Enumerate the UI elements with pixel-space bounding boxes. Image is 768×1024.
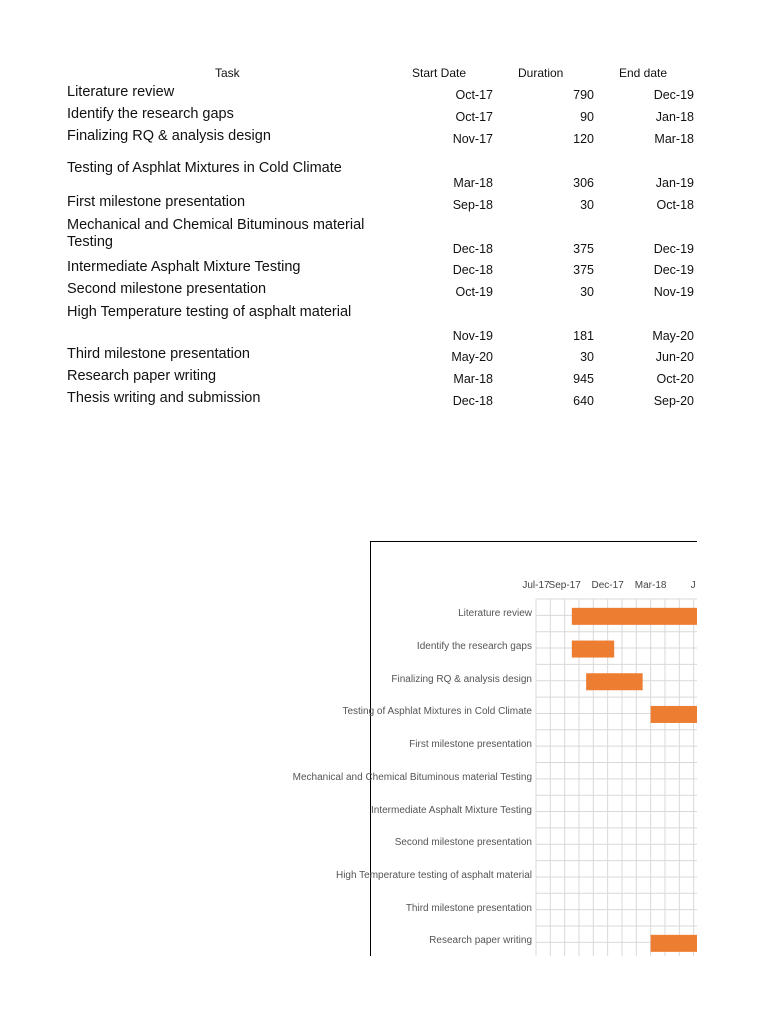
duration: 90: [580, 110, 594, 124]
task-name: Finalizing RQ & analysis design: [67, 128, 271, 144]
header-task: Task: [215, 66, 240, 80]
y-category-label: First milestone presentation: [409, 739, 532, 751]
y-category-label: Identify the research gaps: [416, 641, 532, 653]
y-category-label: Third milestone presentation: [405, 902, 532, 914]
task-name: Identify the research gaps: [67, 106, 234, 122]
end-date: Mar-18: [654, 132, 694, 146]
end-date: Jan-19: [655, 176, 694, 190]
y-category-label: Literature review: [458, 608, 532, 620]
gantt-plot: [371, 542, 697, 956]
gantt-bar: [586, 673, 642, 690]
end-date: Jan-18: [655, 110, 694, 124]
start-date: Oct-17: [455, 88, 493, 102]
gantt-bar: [572, 608, 697, 625]
end-date: May-20: [652, 329, 694, 343]
y-category-label: Intermediate Asphalt Mixture Testing: [370, 804, 532, 816]
gantt-bar: [651, 935, 697, 952]
duration: 790: [573, 88, 594, 102]
x-tick-label: J: [690, 580, 696, 591]
end-date: Oct-18: [656, 198, 694, 212]
x-tick-label: Jul-17: [522, 580, 550, 591]
start-date: Dec-18: [452, 263, 493, 277]
duration: 306: [573, 176, 594, 190]
duration: 30: [580, 350, 594, 364]
x-tick-label: Dec-17: [591, 580, 624, 591]
end-date: Dec-19: [653, 263, 694, 277]
gantt-bar: [572, 641, 614, 658]
header-end-date: End date: [619, 66, 668, 80]
duration: 30: [580, 198, 594, 212]
end-date: Jun-20: [655, 350, 694, 364]
duration: 181: [573, 329, 594, 343]
header-start-date: Start Date: [412, 66, 467, 80]
y-category-label: Research paper writing: [429, 935, 532, 947]
task-name: High Temperature testing of asphalt material: [67, 304, 352, 320]
y-category-label: Mechanical and Chemical Bituminous material Testing: [292, 771, 532, 783]
end-date: Dec-19: [653, 88, 694, 102]
task-name: Testing of Asphlat Mixtures in Cold Climate: [67, 160, 342, 176]
duration: 640: [573, 394, 594, 408]
gantt-chart: [370, 541, 697, 956]
header-duration: Duration: [518, 66, 564, 80]
y-category-label: Second milestone presentation: [394, 837, 532, 849]
x-tick-label: Sep-17: [548, 580, 581, 591]
task-name: Mechanical and Chemical Bituminous material Testing: [67, 217, 365, 250]
task-name: Research paper writing: [67, 368, 217, 384]
task-name: Literature review: [67, 84, 175, 100]
start-date: Oct-19: [455, 285, 493, 299]
duration: 120: [573, 132, 594, 146]
start-date: Dec-18: [452, 242, 493, 256]
y-category-label: Testing of Asphlat Mixtures in Cold Climate: [342, 706, 532, 718]
end-date: Sep-20: [653, 394, 694, 408]
start-date: Nov-19: [452, 329, 493, 343]
task-name: First milestone presentation: [67, 194, 246, 210]
start-date: Oct-17: [455, 110, 493, 124]
duration: 375: [573, 263, 594, 277]
duration: 945: [573, 372, 594, 386]
start-date: Mar-18: [453, 176, 493, 190]
end-date: Oct-20: [656, 372, 694, 386]
duration: 30: [580, 285, 594, 299]
start-date: Mar-18: [453, 372, 493, 386]
end-date: Dec-19: [653, 242, 694, 256]
duration: 375: [573, 242, 594, 256]
gantt-bar: [651, 706, 697, 723]
task-name: Third milestone presentation: [67, 346, 250, 362]
task-name: Second milestone presentation: [67, 281, 267, 297]
start-date: Nov-17: [452, 132, 493, 146]
y-category-label: Finalizing RQ & analysis design: [391, 673, 532, 685]
start-date: May-20: [451, 350, 493, 364]
y-category-label: High Temperature testing of asphalt material: [335, 869, 532, 881]
task-name: Thesis writing and submission: [67, 390, 261, 406]
end-date: Nov-19: [653, 285, 694, 299]
start-date: Sep-18: [452, 198, 493, 212]
task-name: Intermediate Asphalt Mixture Testing: [67, 259, 301, 275]
x-tick-label: Mar-18: [634, 580, 667, 591]
start-date: Dec-18: [452, 394, 493, 408]
